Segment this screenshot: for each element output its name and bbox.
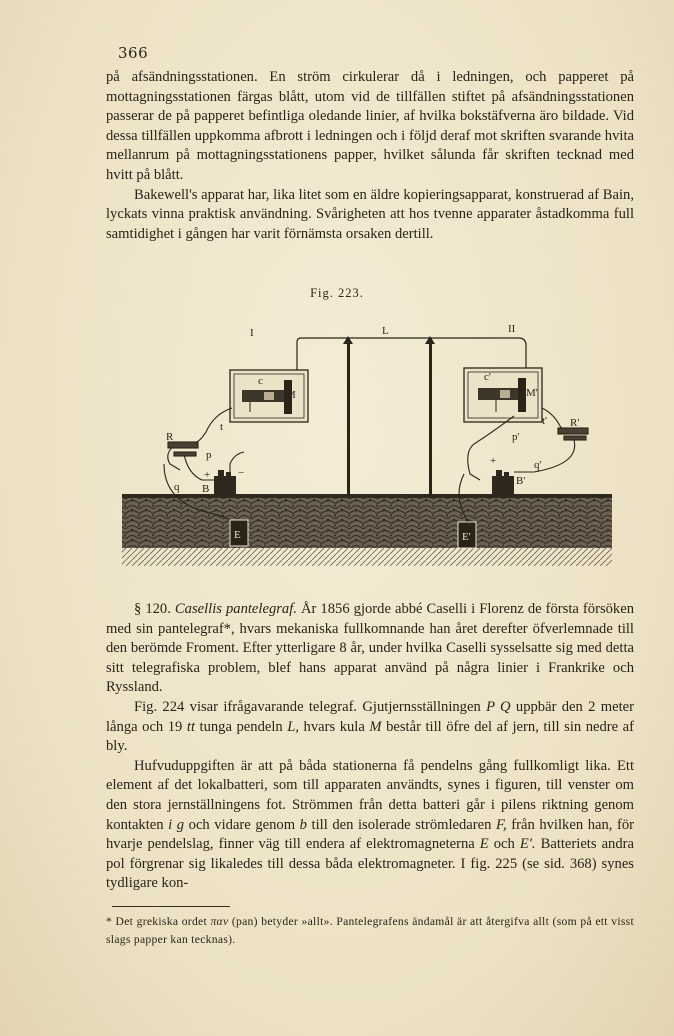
label-I: I [250,327,254,339]
label-c-right: c' [484,371,491,383]
p4-var-1: P Q [486,698,511,715]
paragraph-1: på afsändningsstationen. En ström cirkulerar då i ledningen, och papperet på mottagningsstationen färgas blått, utom vid de tillfällen stiftet på afsändningsstationen passerar de på papperet befintliga oledande linier, af hvilka bokstäfverna äro bildade. Vid dessa tillfällen uppkomma afbrott i ledningen och i följd deraf mot skriften svarande hvita mellanrum på mottagningsstationens papper, hvilket sålunda får skriften tecknad med hvitt på blått. [106,69,634,183]
figure-223-illustration [114,314,620,574]
figure-caption: Fig. 223. [310,286,364,300]
page-number: 366 [118,44,149,62]
paragraph-2: Bakewell's apparat har, lika litet som en äldre kopieringsapparat, konstruerad af Bain, lyckats vinna praktisk användning. Svårigheten att hos tvenne apparater åstadkomma full samtidighet i gången har varit förnämsta orsaken dertill. [106,186,634,242]
label-q-right: q' [534,459,542,471]
label-II: II [508,323,516,335]
label-R-right: R' [570,417,580,429]
footnote-text-1: * Det grekiska ordet [106,915,211,928]
ground-surface [122,494,612,498]
p4-text-2: uppbär den 2 meter långa och 19 [106,698,634,735]
paragraph-4 [106,698,634,757]
p4-var-2: tt [186,718,195,735]
label-B-left: B [202,483,210,495]
label-p-right: p' [512,431,520,443]
paragraph-3 [106,600,634,698]
label-minus-left: − [238,467,245,479]
label-E-right: E' [462,531,471,543]
p5-text-5: och [488,836,520,853]
label-c-left: c [258,375,263,387]
subsoil-hatching [122,548,612,566]
footnote-rule [112,906,230,907]
label-L: L [382,325,389,337]
battery-right [492,470,514,496]
label-plus-left: + [204,469,211,481]
label-R-left: R [166,431,174,443]
footnote-greek: παν [210,915,229,928]
section-120 [106,600,634,894]
p4-var-3: L, [287,718,300,735]
label-q-left: q [174,481,180,493]
label-t-left: t [220,421,224,433]
p4-text-1: Fig. 224 visar ifrågavarande telegraf. Gjutjernsställningen [134,698,487,715]
p5-text-3: till den isolerade strömledaren [306,816,496,833]
p4-text-3: tunga pendeln [195,718,288,735]
intro-text [106,68,634,244]
p5-var-3: F, [496,816,507,833]
label-M-right: M' [526,387,538,399]
section-title: Casellis pantelegraf. [174,601,297,617]
p5-var-1: i g [168,816,185,833]
label-t-right: t' [542,415,548,427]
p5-var-4: E [479,836,489,853]
insulator-right [425,336,435,344]
section-number: § 120. [134,601,171,617]
station-left-apparatus [230,370,308,422]
label-E-left: E [234,529,241,541]
label-B-right: B' [516,475,526,487]
pole-right [429,338,432,496]
earth-layer [122,498,612,548]
pole-left [347,338,350,496]
label-M-left: M [286,389,296,401]
footnote [106,913,634,948]
label-plus-right: + [490,455,497,467]
p5-var-2: b [299,816,307,833]
footnote-text-2: (pan) betyder »allt». Pantelegrafens ändamål är att återgifva allt (som på ett visst slags papper kan tecknas). [106,915,634,946]
p5-text-4: från hvilken han, för hvarje pendelslag, finner väg till endera af elektromagneterna [106,816,635,853]
p5-text-1: Hufvuduppgiften är att på båda stationerna få pendelns gång fullkomligt lika. Ett element af det lokalbatteri, som till apparaten användts, synes i figuren, till venster om den stora jernställningens fot. Strömmen från detta batteri går i pilens riktning genom kontakten [106,757,634,833]
battery-left [214,470,236,496]
insulator-left [343,336,353,344]
p5-var-5: E'. [519,836,536,853]
section-text: År 1856 gjorde abbé Caselli i Florenz de första försöken med sin pantelegraf*, hvars mekaniska fullkomnande han året derefter öfverlemnade till den berömde Froment. Efter ytterligare 8 år, under hvilka Caselli sysselsatte sig med detta sitt telegrafiska problem, blef hans apparat använd på några linier i Frankrike och Ryssland. [106,601,634,696]
label-p-left: p [206,449,212,461]
p5-text-2: och vidare genom [184,816,300,833]
p5-text-6: Batteriets andra pol förgrenar sig likaledes till dessa båda elektromagneter. I fig. 225 (se sid. 368) synes tydligare kon- [106,836,634,892]
paragraph-5 [106,757,634,894]
p4-text-4: hvars kula [299,718,370,735]
p4-var-4: M [369,718,382,735]
p4-text-5: består till öfre del af jern, till sin nedre af bly. [106,718,634,755]
